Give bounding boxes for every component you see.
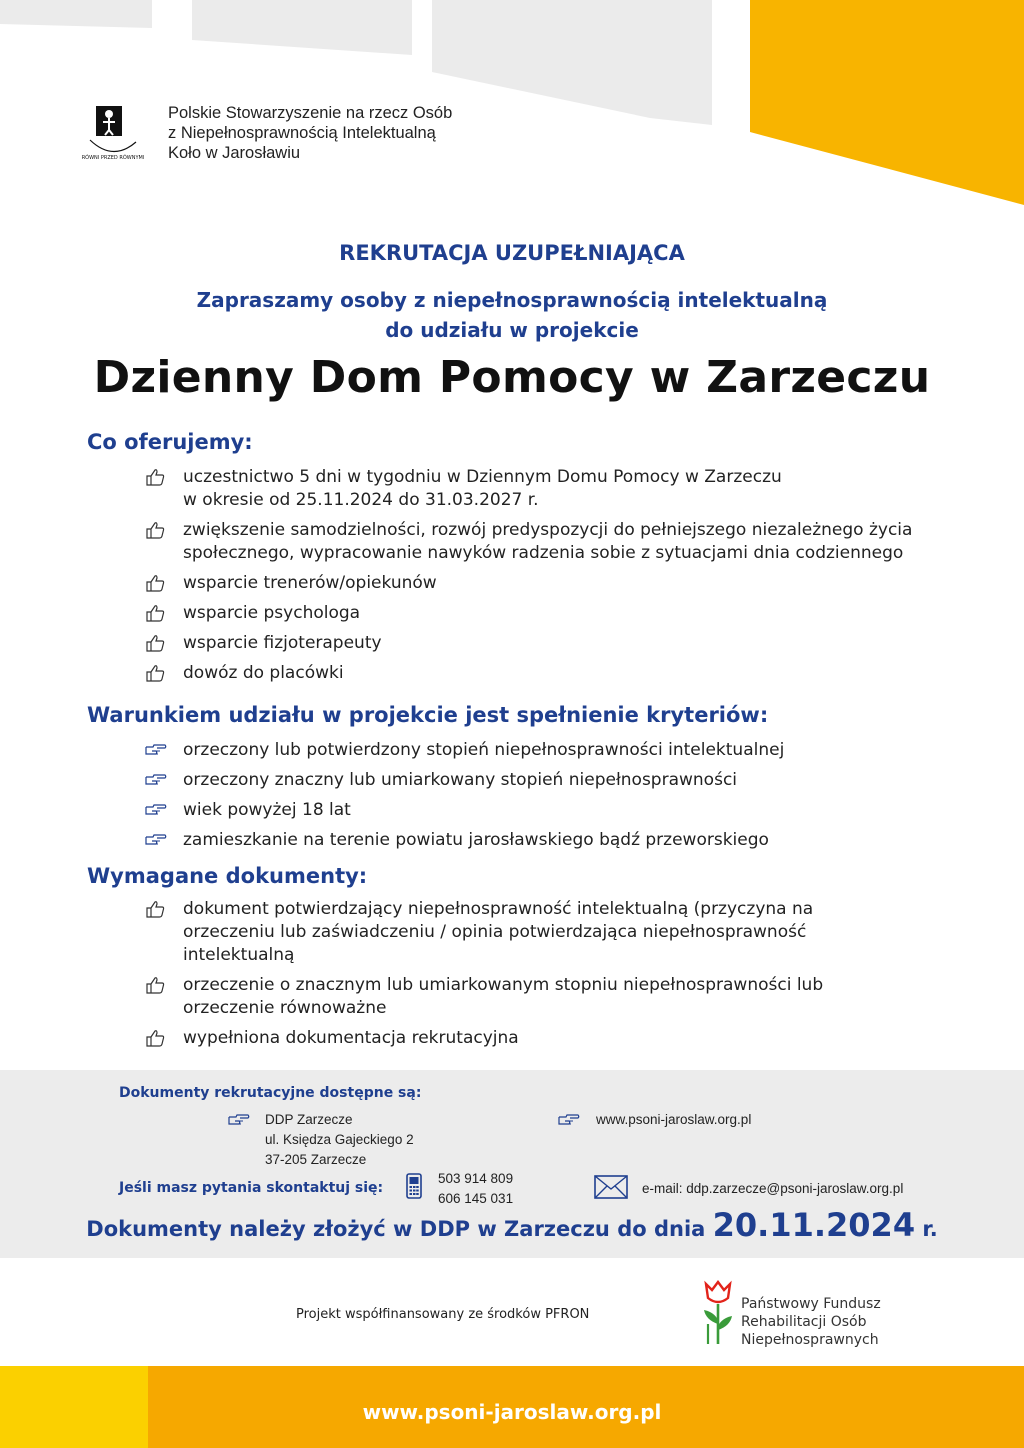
email-link[interactable]: e-mail: ddp.zarzecze@psoni-jaroslaw.org.pl	[642, 1181, 904, 1196]
tulip-logo-icon	[700, 1280, 736, 1346]
thumbs-up-icon	[145, 468, 165, 486]
thumbs-up-icon	[145, 634, 165, 652]
pfron-name	[741, 1295, 881, 1349]
deadline-suffix: r.	[922, 1217, 938, 1241]
deadline-notice	[0, 1206, 1024, 1244]
phone-numbers	[438, 1169, 513, 1209]
deadline-date: 20.11.2024	[712, 1206, 916, 1244]
criteria-item: orzeczony znaczny lub umiarkowany stopień niepełnosprawności	[145, 769, 784, 792]
thumbs-up-icon	[145, 900, 165, 918]
org-line: z Niepełnosprawnością Intelektualną	[168, 124, 436, 142]
pointing-hand-icon	[145, 801, 165, 819]
invitation-text	[0, 285, 1024, 345]
thumbs-up-icon	[145, 976, 165, 994]
pointing-hand-icon	[145, 831, 165, 849]
recruitment-title: REKRUTACJA UZUPEŁNIAJĄCA	[339, 241, 685, 265]
thumbs-up-icon	[145, 1029, 165, 1047]
address-block	[265, 1110, 414, 1170]
thumbs-up-icon	[145, 664, 165, 682]
invitation-line: Zapraszamy osoby z niepełnosprawnością intelektualną	[196, 288, 828, 312]
criteria-item: zamieszkanie na terenie powiatu jarosławskiego bądź przeworskiego	[145, 829, 784, 852]
header-decoration	[0, 0, 1024, 210]
address-line: ul. Księdza Gajeckiego 2	[265, 1132, 414, 1147]
criteria-item: wiek powyżej 18 lat	[145, 799, 784, 822]
documents-heading: Wymagane dokumenty:	[87, 864, 368, 888]
pfron-line: Państwowy Fundusz	[741, 1296, 881, 1312]
cofinancing-note: Projekt współfinansowany ze środków PFRON	[296, 1307, 590, 1322]
phone-number[interactable]: 503 914 809	[438, 1171, 514, 1186]
project-title: Dzienny Dom Pomocy w Zarzeczu	[93, 352, 931, 403]
pointing-hand-icon	[145, 771, 165, 789]
documents-available-label: Dokumenty rekrutacyjne dostępne są:	[119, 1085, 422, 1101]
envelope-icon	[594, 1175, 628, 1199]
deadline-text: Dokumenty należy złożyć w DDP w Zarzeczu do dnia	[86, 1217, 706, 1241]
svg-text:RÓWNI PRZED RÓWNYMI: RÓWNI PRZED RÓWNYMI	[81, 155, 145, 161]
organization-name	[168, 103, 452, 163]
thumbs-up-icon	[145, 574, 165, 592]
pfron-line: Rehabilitacji Osób	[741, 1314, 867, 1330]
website-link[interactable]: www.psoni-jaroslaw.org.pl	[596, 1112, 752, 1127]
org-line: Koło w Jarosławiu	[168, 144, 301, 162]
criteria-list	[145, 739, 784, 859]
footer-url[interactable]: www.psoni-jaroslaw.org.pl	[362, 1400, 662, 1424]
criteria-item: orzeczony lub potwierdzony stopień niepełnosprawności intelektualnej	[145, 739, 784, 762]
offer-item: wsparcie psychologa	[145, 602, 912, 625]
thumbs-up-icon	[145, 521, 165, 539]
documents-list	[145, 898, 823, 1057]
offer-heading: Co oferujemy:	[87, 430, 253, 454]
pfron-line: Niepełnosprawnych	[741, 1332, 879, 1348]
offer-item: zwiększenie samodzielności, rozwój predyspozycji do pełniejszego niezależnego życia społecznego, wypracowanie nawyków radzenia sobie z sytuacjami dnia codziennego	[145, 519, 912, 565]
phone-number[interactable]: 606 145 031	[438, 1191, 514, 1206]
offer-item: dowóz do placówki	[145, 662, 912, 685]
contact-label: Jeśli masz pytania skontaktuj się:	[119, 1180, 384, 1196]
thumbs-up-icon	[145, 604, 165, 622]
invitation-line: do udziału w projekcie	[385, 318, 639, 342]
documents-item: orzeczenie o znacznym lub umiarkowanym stopniu niepełnosprawności lub orzeczenie równoważne	[145, 974, 823, 1020]
documents-item: dokument potwierdzający niepełnosprawność intelektualną (przyczyna na orzeczeniu lub zaświadczeniu / opinia potwierdzająca niepełnosprawność intelektualną	[145, 898, 823, 967]
offer-item: wsparcie trenerów/opiekunów	[145, 572, 912, 595]
pointing-hand-icon	[558, 1112, 578, 1126]
offer-list	[145, 466, 912, 692]
phone-icon	[405, 1173, 423, 1199]
psoni-logo-icon	[81, 104, 145, 164]
org-line: Polskie Stowarzyszenie na rzecz Osób	[168, 104, 453, 122]
pointing-hand-icon	[228, 1112, 248, 1126]
criteria-heading: Warunkiem udziału w projekcie jest spełnienie kryteriów:	[87, 703, 769, 727]
address-line: DDP Zarzecze	[265, 1112, 353, 1127]
offer-item: wsparcie fizjoterapeuty	[145, 632, 912, 655]
address-line: 37-205 Zarzecze	[265, 1152, 367, 1167]
documents-item: wypełniona dokumentacja rekrutacyjna	[145, 1027, 823, 1050]
offer-item: uczestnictwo 5 dni w tygodniu w Dziennym Domu Pomocy w Zarzeczu w okresie od 25.11.2024 do 31.03.2027 r.	[145, 466, 912, 512]
pointing-hand-icon	[145, 741, 165, 759]
